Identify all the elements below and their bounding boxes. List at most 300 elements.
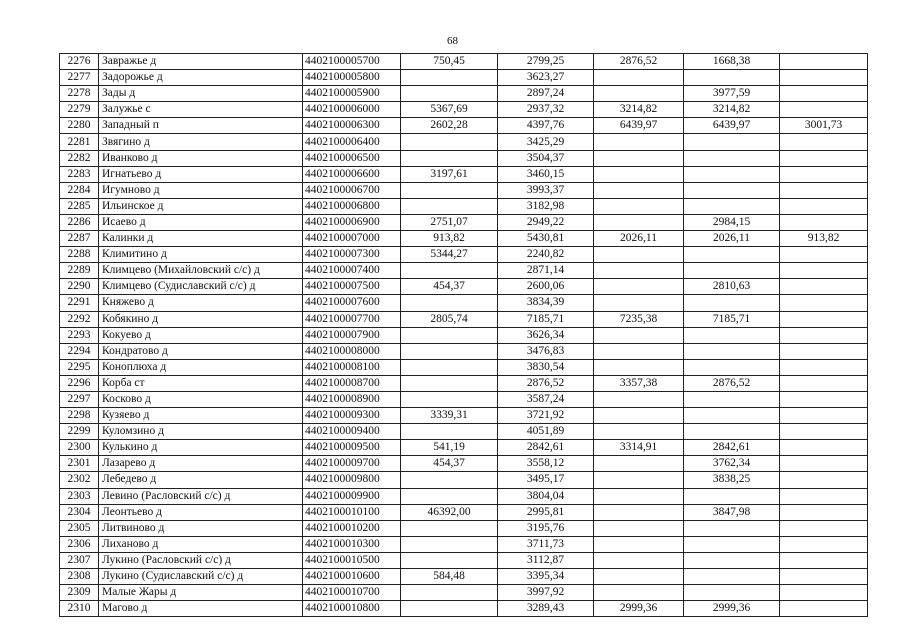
cadastral-code: 4402100010700 bbox=[303, 585, 401, 601]
cadastral-code: 4402100006000 bbox=[303, 102, 401, 118]
value-col-4 bbox=[684, 343, 780, 359]
locality-name: Исаево д bbox=[99, 214, 303, 230]
value-col-5 bbox=[780, 440, 868, 456]
value-col-1: 454,37 bbox=[401, 456, 498, 472]
value-col-2: 3476,83 bbox=[498, 343, 594, 359]
locality-name: Корба ст bbox=[99, 375, 303, 391]
value-col-4 bbox=[684, 327, 780, 343]
locality-name: Игнатьево д bbox=[99, 166, 303, 182]
cadastral-code: 4402100010500 bbox=[303, 552, 401, 568]
value-col-4 bbox=[684, 520, 780, 536]
value-col-2: 2995,81 bbox=[498, 504, 594, 520]
locality-name: Магово д bbox=[99, 601, 303, 617]
value-col-3 bbox=[594, 569, 684, 585]
value-col-3 bbox=[594, 166, 684, 182]
row-number: 2299 bbox=[60, 424, 99, 440]
cadastral-code: 4402100009400 bbox=[303, 424, 401, 440]
value-col-1 bbox=[401, 585, 498, 601]
value-col-4: 6439,97 bbox=[684, 118, 780, 134]
value-col-3 bbox=[594, 70, 684, 86]
value-col-5 bbox=[780, 552, 868, 568]
locality-name: Малые Жары д bbox=[99, 585, 303, 601]
value-col-3 bbox=[594, 263, 684, 279]
value-col-5 bbox=[780, 375, 868, 391]
cadastral-code: 4402100008000 bbox=[303, 343, 401, 359]
cadastral-code: 4402100006500 bbox=[303, 150, 401, 166]
row-number: 2283 bbox=[60, 166, 99, 182]
locality-name: Лукино (Судиславский с/с) д bbox=[99, 569, 303, 585]
locality-name: Западный п bbox=[99, 118, 303, 134]
value-col-5 bbox=[780, 134, 868, 150]
value-col-4 bbox=[684, 552, 780, 568]
table-row bbox=[60, 569, 868, 585]
value-col-5 bbox=[780, 520, 868, 536]
value-col-3: 2876,52 bbox=[594, 54, 684, 70]
value-col-1: 3197,61 bbox=[401, 166, 498, 182]
table-row bbox=[60, 70, 868, 86]
cadastral-code: 4402100006800 bbox=[303, 198, 401, 214]
value-col-1 bbox=[401, 182, 498, 198]
row-number: 2288 bbox=[60, 247, 99, 263]
value-col-4 bbox=[684, 408, 780, 424]
value-col-1 bbox=[401, 134, 498, 150]
table-row bbox=[60, 424, 868, 440]
value-col-5 bbox=[780, 472, 868, 488]
locality-name: Кондратово д bbox=[99, 343, 303, 359]
table-row bbox=[60, 343, 868, 359]
table-row bbox=[60, 247, 868, 263]
value-col-4 bbox=[684, 263, 780, 279]
cadastral-code: 4402100006900 bbox=[303, 214, 401, 230]
value-col-3 bbox=[594, 182, 684, 198]
value-col-3: 7235,38 bbox=[594, 311, 684, 327]
value-col-5 bbox=[780, 359, 868, 375]
value-col-2: 2240,82 bbox=[498, 247, 594, 263]
value-col-1: 2602,28 bbox=[401, 118, 498, 134]
locality-name: Зады д bbox=[99, 86, 303, 102]
table-row bbox=[60, 311, 868, 327]
value-col-2: 3195,76 bbox=[498, 520, 594, 536]
value-col-2: 2799,25 bbox=[498, 54, 594, 70]
value-col-2: 2876,52 bbox=[498, 375, 594, 391]
value-col-3 bbox=[594, 86, 684, 102]
cadastral-code: 4402100007700 bbox=[303, 311, 401, 327]
locality-name: Климцево (Судиславский с/с) д bbox=[99, 279, 303, 295]
value-col-5 bbox=[780, 311, 868, 327]
value-col-4 bbox=[684, 424, 780, 440]
cadastral-code: 4402100007500 bbox=[303, 279, 401, 295]
value-col-5 bbox=[780, 214, 868, 230]
row-number: 2293 bbox=[60, 327, 99, 343]
locality-name: Лукино (Расловский с/с) д bbox=[99, 552, 303, 568]
row-number: 2286 bbox=[60, 214, 99, 230]
locality-name: Задорожье д bbox=[99, 70, 303, 86]
value-col-3 bbox=[594, 150, 684, 166]
value-col-3 bbox=[594, 585, 684, 601]
value-col-5: 913,82 bbox=[780, 231, 868, 247]
value-col-4 bbox=[684, 247, 780, 263]
row-number: 2307 bbox=[60, 552, 99, 568]
row-number: 2305 bbox=[60, 520, 99, 536]
locality-name: Звягино д bbox=[99, 134, 303, 150]
value-col-2: 3504,37 bbox=[498, 150, 594, 166]
value-col-2: 3804,04 bbox=[498, 488, 594, 504]
value-col-3 bbox=[594, 343, 684, 359]
value-col-1: 750,45 bbox=[401, 54, 498, 70]
row-number: 2287 bbox=[60, 231, 99, 247]
value-col-1 bbox=[401, 472, 498, 488]
value-col-4 bbox=[684, 536, 780, 552]
value-col-1: 5367,69 bbox=[401, 102, 498, 118]
value-col-1: 5344,27 bbox=[401, 247, 498, 263]
value-col-4 bbox=[684, 166, 780, 182]
table-row bbox=[60, 150, 868, 166]
value-col-3 bbox=[594, 359, 684, 375]
value-col-5 bbox=[780, 54, 868, 70]
value-col-5 bbox=[780, 488, 868, 504]
value-col-2: 3289,43 bbox=[498, 601, 594, 617]
value-col-3 bbox=[594, 327, 684, 343]
locality-name: Климитино д bbox=[99, 247, 303, 263]
table-row bbox=[60, 327, 868, 343]
row-number: 2309 bbox=[60, 585, 99, 601]
cadastral-code: 4402100009300 bbox=[303, 408, 401, 424]
locality-name: Лебедево д bbox=[99, 472, 303, 488]
value-col-4 bbox=[684, 134, 780, 150]
row-number: 2292 bbox=[60, 311, 99, 327]
value-col-2: 2937,32 bbox=[498, 102, 594, 118]
value-col-1 bbox=[401, 536, 498, 552]
value-col-4 bbox=[684, 359, 780, 375]
table-row bbox=[60, 102, 868, 118]
table-row bbox=[60, 552, 868, 568]
value-col-1: 541,19 bbox=[401, 440, 498, 456]
value-col-4: 3977,59 bbox=[684, 86, 780, 102]
cadastral-code: 4402100008100 bbox=[303, 359, 401, 375]
table-row bbox=[60, 585, 868, 601]
row-number: 2301 bbox=[60, 456, 99, 472]
value-col-2: 3623,27 bbox=[498, 70, 594, 86]
value-col-5 bbox=[780, 585, 868, 601]
locality-name: Климцево (Михайловский с/с) д bbox=[99, 263, 303, 279]
value-col-5 bbox=[780, 279, 868, 295]
row-number: 2290 bbox=[60, 279, 99, 295]
value-col-3: 2999,36 bbox=[594, 601, 684, 617]
value-col-1 bbox=[401, 198, 498, 214]
locality-name: Литвиново д bbox=[99, 520, 303, 536]
row-number: 2279 bbox=[60, 102, 99, 118]
locality-name: Княжево д bbox=[99, 295, 303, 311]
value-col-5 bbox=[780, 391, 868, 407]
cadastral-code: 4402100007600 bbox=[303, 295, 401, 311]
value-col-5 bbox=[780, 327, 868, 343]
value-col-4: 2026,11 bbox=[684, 231, 780, 247]
value-col-1 bbox=[401, 327, 498, 343]
locality-name: Кузяево д bbox=[99, 408, 303, 424]
value-col-4 bbox=[684, 150, 780, 166]
row-number: 2285 bbox=[60, 198, 99, 214]
row-number: 2297 bbox=[60, 391, 99, 407]
value-col-2: 2842,61 bbox=[498, 440, 594, 456]
value-col-4: 2810,63 bbox=[684, 279, 780, 295]
locality-name: Кобякино д bbox=[99, 311, 303, 327]
value-col-4 bbox=[684, 198, 780, 214]
value-col-1 bbox=[401, 424, 498, 440]
value-col-5 bbox=[780, 247, 868, 263]
locality-name: Коноплюха д bbox=[99, 359, 303, 375]
cadastral-code: 4402100005700 bbox=[303, 54, 401, 70]
value-col-1 bbox=[401, 343, 498, 359]
value-col-3: 3314,91 bbox=[594, 440, 684, 456]
value-col-2: 3721,92 bbox=[498, 408, 594, 424]
value-col-2: 3182,98 bbox=[498, 198, 594, 214]
value-col-4: 3838,25 bbox=[684, 472, 780, 488]
data-table bbox=[59, 53, 868, 617]
value-col-2: 3587,24 bbox=[498, 391, 594, 407]
row-number: 2281 bbox=[60, 134, 99, 150]
value-col-1 bbox=[401, 70, 498, 86]
cadastral-code: 4402100009900 bbox=[303, 488, 401, 504]
value-col-1: 2751,07 bbox=[401, 214, 498, 230]
locality-name: Левино (Расловский с/с) д bbox=[99, 488, 303, 504]
table-row bbox=[60, 456, 868, 472]
value-col-4: 7185,71 bbox=[684, 311, 780, 327]
value-col-4: 1668,38 bbox=[684, 54, 780, 70]
value-col-3 bbox=[594, 520, 684, 536]
cadastral-code: 4402100007900 bbox=[303, 327, 401, 343]
cadastral-code: 4402100006300 bbox=[303, 118, 401, 134]
value-col-2: 7185,71 bbox=[498, 311, 594, 327]
locality-name: Калинки д bbox=[99, 231, 303, 247]
value-col-5 bbox=[780, 504, 868, 520]
table-row bbox=[60, 408, 868, 424]
locality-name: Косково д bbox=[99, 391, 303, 407]
value-col-4: 2999,36 bbox=[684, 601, 780, 617]
row-number: 2291 bbox=[60, 295, 99, 311]
value-col-5 bbox=[780, 166, 868, 182]
value-col-4: 3214,82 bbox=[684, 102, 780, 118]
locality-name: Кулькино д bbox=[99, 440, 303, 456]
row-number: 2289 bbox=[60, 263, 99, 279]
value-col-2: 3830,54 bbox=[498, 359, 594, 375]
locality-name: Игумново д bbox=[99, 182, 303, 198]
value-col-1: 913,82 bbox=[401, 231, 498, 247]
value-col-3 bbox=[594, 391, 684, 407]
value-col-3 bbox=[594, 552, 684, 568]
value-col-1 bbox=[401, 488, 498, 504]
value-col-4: 3847,98 bbox=[684, 504, 780, 520]
cadastral-code: 4402100006700 bbox=[303, 182, 401, 198]
value-col-5 bbox=[780, 569, 868, 585]
value-col-1 bbox=[401, 295, 498, 311]
table-row bbox=[60, 182, 868, 198]
locality-name: Ильинское д bbox=[99, 198, 303, 214]
cadastral-code: 4402100008700 bbox=[303, 375, 401, 391]
table-row bbox=[60, 488, 868, 504]
table-row bbox=[60, 440, 868, 456]
value-col-5 bbox=[780, 198, 868, 214]
value-col-2: 3993,37 bbox=[498, 182, 594, 198]
value-col-1: 3339,31 bbox=[401, 408, 498, 424]
value-col-3: 3214,82 bbox=[594, 102, 684, 118]
cadastral-code: 4402100010600 bbox=[303, 569, 401, 585]
table-row bbox=[60, 166, 868, 182]
value-col-4 bbox=[684, 585, 780, 601]
cadastral-code: 4402100009500 bbox=[303, 440, 401, 456]
locality-name: Завражье д bbox=[99, 54, 303, 70]
table-row bbox=[60, 504, 868, 520]
table-row bbox=[60, 86, 868, 102]
value-col-3: 2026,11 bbox=[594, 231, 684, 247]
value-col-3 bbox=[594, 488, 684, 504]
value-col-2: 3112,87 bbox=[498, 552, 594, 568]
row-number: 2280 bbox=[60, 118, 99, 134]
table-row bbox=[60, 134, 868, 150]
value-col-5 bbox=[780, 408, 868, 424]
value-col-3 bbox=[594, 134, 684, 150]
row-number: 2277 bbox=[60, 70, 99, 86]
value-col-5 bbox=[780, 70, 868, 86]
value-col-1 bbox=[401, 263, 498, 279]
value-col-2: 3711,73 bbox=[498, 536, 594, 552]
locality-name: Лиханово д bbox=[99, 536, 303, 552]
value-col-1: 2805,74 bbox=[401, 311, 498, 327]
table-row bbox=[60, 118, 868, 134]
value-col-1 bbox=[401, 552, 498, 568]
value-col-3 bbox=[594, 456, 684, 472]
locality-name: Лазарево д bbox=[99, 456, 303, 472]
locality-name: Иванково д bbox=[99, 150, 303, 166]
table-row bbox=[60, 54, 868, 70]
value-col-2: 2600,06 bbox=[498, 279, 594, 295]
value-col-4 bbox=[684, 391, 780, 407]
cadastral-code: 4402100010100 bbox=[303, 504, 401, 520]
value-col-2: 3460,15 bbox=[498, 166, 594, 182]
table-row bbox=[60, 391, 868, 407]
value-col-2: 3425,29 bbox=[498, 134, 594, 150]
value-col-3 bbox=[594, 536, 684, 552]
cadastral-code: 4402100006400 bbox=[303, 134, 401, 150]
value-col-4 bbox=[684, 569, 780, 585]
row-number: 2300 bbox=[60, 440, 99, 456]
value-col-3 bbox=[594, 504, 684, 520]
cadastral-code: 4402100010200 bbox=[303, 520, 401, 536]
value-col-5 bbox=[780, 102, 868, 118]
row-number: 2303 bbox=[60, 488, 99, 504]
cadastral-code: 4402100009800 bbox=[303, 472, 401, 488]
table-row bbox=[60, 375, 868, 391]
value-col-1 bbox=[401, 520, 498, 536]
cadastral-code: 4402100006600 bbox=[303, 166, 401, 182]
table-row bbox=[60, 601, 868, 617]
value-col-2: 3495,17 bbox=[498, 472, 594, 488]
value-col-3 bbox=[594, 198, 684, 214]
value-col-3 bbox=[594, 247, 684, 263]
row-number: 2284 bbox=[60, 182, 99, 198]
value-col-2: 3834,39 bbox=[498, 295, 594, 311]
value-col-5 bbox=[780, 295, 868, 311]
table-row bbox=[60, 279, 868, 295]
value-col-1 bbox=[401, 150, 498, 166]
locality-name: Залужье с bbox=[99, 102, 303, 118]
value-col-3 bbox=[594, 279, 684, 295]
value-col-5 bbox=[780, 424, 868, 440]
value-col-5 bbox=[780, 601, 868, 617]
row-number: 2282 bbox=[60, 150, 99, 166]
table-row bbox=[60, 359, 868, 375]
value-col-1 bbox=[401, 375, 498, 391]
value-col-4 bbox=[684, 488, 780, 504]
value-col-1: 454,37 bbox=[401, 279, 498, 295]
table-row bbox=[60, 536, 868, 552]
row-number: 2302 bbox=[60, 472, 99, 488]
row-number: 2295 bbox=[60, 359, 99, 375]
row-number: 2308 bbox=[60, 569, 99, 585]
value-col-1: 584,48 bbox=[401, 569, 498, 585]
value-col-4 bbox=[684, 295, 780, 311]
row-number: 2276 bbox=[60, 54, 99, 70]
value-col-1: 46392,00 bbox=[401, 504, 498, 520]
value-col-3 bbox=[594, 295, 684, 311]
value-col-4: 3762,34 bbox=[684, 456, 780, 472]
value-col-1 bbox=[401, 86, 498, 102]
cadastral-code: 4402100010300 bbox=[303, 536, 401, 552]
value-col-2: 3626,34 bbox=[498, 327, 594, 343]
row-number: 2278 bbox=[60, 86, 99, 102]
value-col-4 bbox=[684, 70, 780, 86]
locality-name: Куломзино д bbox=[99, 424, 303, 440]
value-col-3 bbox=[594, 472, 684, 488]
value-col-3 bbox=[594, 424, 684, 440]
value-col-2: 4051,89 bbox=[498, 424, 594, 440]
table-row bbox=[60, 472, 868, 488]
value-col-2: 3395,34 bbox=[498, 569, 594, 585]
value-col-2: 2871,14 bbox=[498, 263, 594, 279]
value-col-5: 3001,73 bbox=[780, 118, 868, 134]
locality-name: Кокуево д bbox=[99, 327, 303, 343]
value-col-3: 6439,97 bbox=[594, 118, 684, 134]
value-col-5 bbox=[780, 263, 868, 279]
value-col-2: 2897,24 bbox=[498, 86, 594, 102]
table-row bbox=[60, 263, 868, 279]
row-number: 2296 bbox=[60, 375, 99, 391]
value-col-3 bbox=[594, 214, 684, 230]
row-number: 2298 bbox=[60, 408, 99, 424]
value-col-3: 3357,38 bbox=[594, 375, 684, 391]
table-row bbox=[60, 295, 868, 311]
row-number: 2306 bbox=[60, 536, 99, 552]
table-row bbox=[60, 231, 868, 247]
value-col-2: 2949,22 bbox=[498, 214, 594, 230]
value-col-5 bbox=[780, 150, 868, 166]
value-col-5 bbox=[780, 456, 868, 472]
table-row bbox=[60, 214, 868, 230]
cadastral-code: 4402100007000 bbox=[303, 231, 401, 247]
value-col-2: 5430,81 bbox=[498, 231, 594, 247]
value-col-4: 2984,15 bbox=[684, 214, 780, 230]
value-col-5 bbox=[780, 86, 868, 102]
value-col-1 bbox=[401, 601, 498, 617]
value-col-5 bbox=[780, 536, 868, 552]
cadastral-code: 4402100005800 bbox=[303, 70, 401, 86]
table-row bbox=[60, 198, 868, 214]
row-number: 2310 bbox=[60, 601, 99, 617]
table-row bbox=[60, 520, 868, 536]
value-col-4 bbox=[684, 182, 780, 198]
cadastral-code: 4402100007400 bbox=[303, 263, 401, 279]
row-number: 2304 bbox=[60, 504, 99, 520]
page-number: 68 bbox=[447, 35, 458, 47]
